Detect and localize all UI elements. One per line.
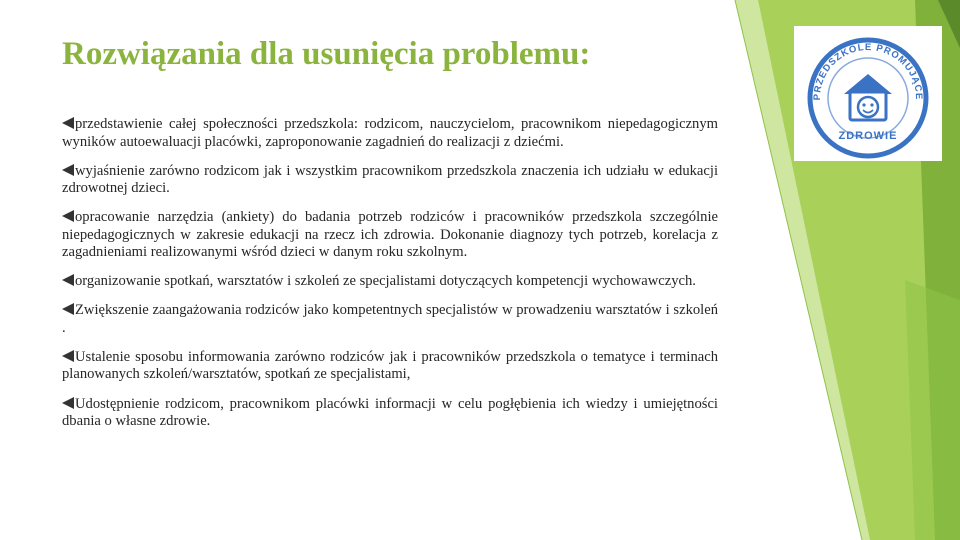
bullet-text: Udostępnienie rodzicom, pracownikom placówki informacji w celu pogłębienia ich wiedzy i umiejętności dbania o własne zdrowie. xyxy=(62,395,718,430)
preschool-logo xyxy=(794,26,942,161)
left-triangle-icon xyxy=(62,164,74,176)
left-triangle-icon xyxy=(62,117,74,129)
bullet-text: przedstawienie całej społeczności przedszkola: rodzicom, nauczycielom, pracownikom niepedagogicznym wyników autoewaluacji placówki, zaproponowanie zagadnień do realizacji z dziećmi. xyxy=(62,116,718,150)
bullet-text: Zwiększenie zaangażowania rodziców jako kompetentnych specjalistów w prowadzeniu warsztatów i szkoleń . xyxy=(62,302,718,336)
left-triangle-icon xyxy=(62,397,74,409)
bullet-item xyxy=(62,209,718,262)
left-triangle-icon xyxy=(62,303,74,315)
bullet-text: organizowanie spotkań, warsztatów i szkoleń ze specjalistami dotyczących kompetencji wychowawczych. xyxy=(75,273,696,290)
bullet-text: Ustalenie sposobu informowania zarówno rodziców jak i pracowników przedszkola o tematyce i terminach planowanych szkoleń/warsztatów, spotkań ze specjalistami, xyxy=(62,348,718,383)
bullet-item xyxy=(62,163,718,198)
bullet-text: wyjaśnienie zarówno rodzicom jak i wszystkim pracownikom przedszkola znaczenia ich udziału w edukacji zdrowotnej dzieci. xyxy=(62,162,718,197)
bullet-item xyxy=(62,273,718,291)
left-triangle-icon xyxy=(62,350,74,362)
slide-title: Rozwiązania dla usunięcia problemu: xyxy=(62,36,591,72)
bullet-list xyxy=(62,116,718,442)
bullet-text: opracowanie narzędzia (ankiety) do badania potrzeb rodziców i pracowników przedszkola szczególnie niepedagogicznych w zakresie edukacji na rzecz ich zdrowia. Dokonanie diagnozy tych potrzeb, korelacja z zagadnieniami realizowanymi wśród dzieci w danym roku szkolnym. xyxy=(62,209,718,261)
bullet-item xyxy=(62,349,718,384)
bullet-item xyxy=(62,302,718,337)
logo-arc-text: PRZEDSZKOLE PROMUJĄCE xyxy=(811,41,925,101)
logo-bottom-text: ZDROWIE xyxy=(838,130,898,142)
logo-graphic xyxy=(794,26,942,161)
house-icon xyxy=(844,74,892,120)
left-triangle-icon xyxy=(62,274,74,286)
bullet-item xyxy=(62,116,718,151)
bullet-item xyxy=(62,396,718,431)
left-triangle-icon xyxy=(62,210,74,222)
